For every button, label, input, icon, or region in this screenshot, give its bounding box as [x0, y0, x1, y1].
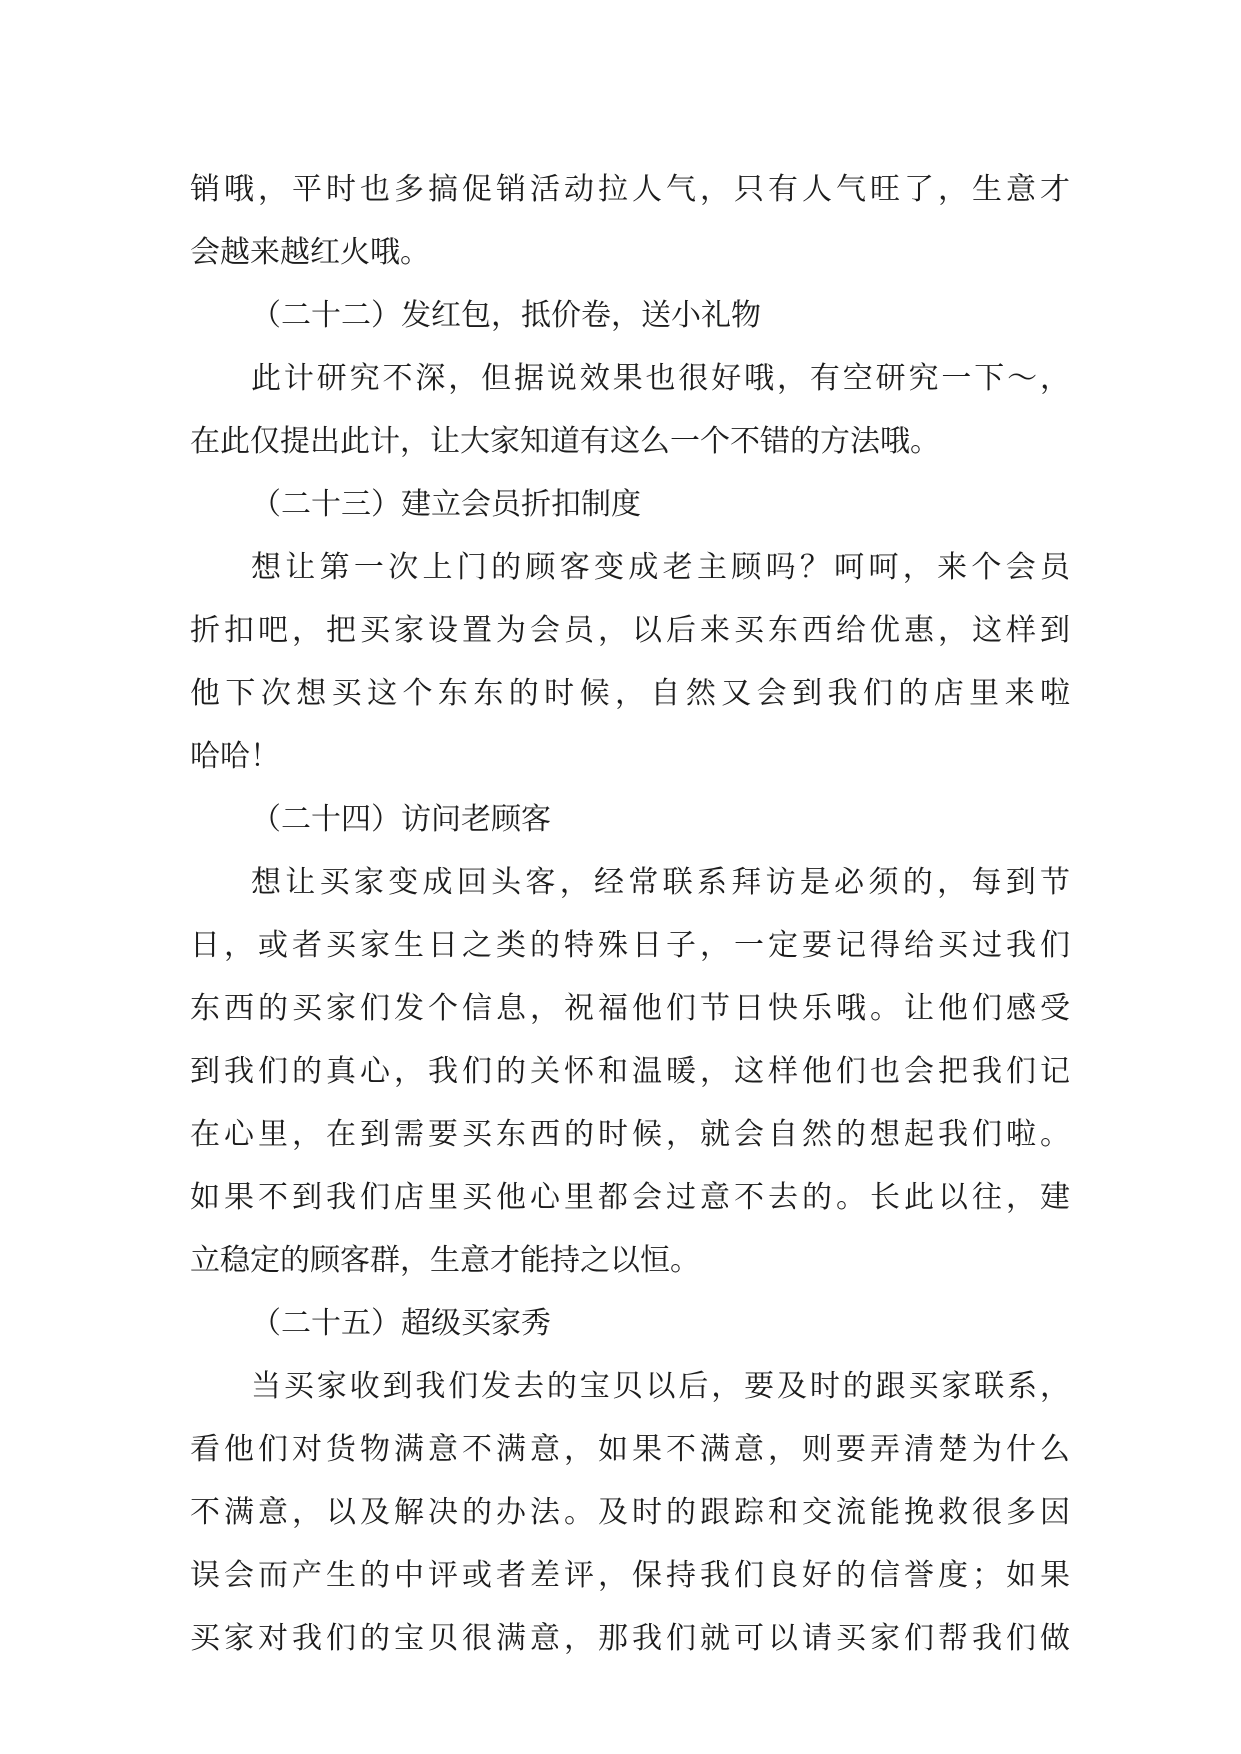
paragraph-line: 如果不到我们店里买他心里都会过意不去的。长此以往，建 — [190, 1180, 1070, 1215]
paragraph-line: 在此仅提出此计，让大家知道有这么一个不错的方法哦。 — [190, 424, 940, 459]
paragraph-line: 哈哈！ — [190, 739, 280, 774]
section-heading: （二十四）访问老顾客 — [251, 802, 551, 837]
paragraph-line: 当买家收到我们发去的宝贝以后，要及时的跟买家联系， — [251, 1369, 1070, 1404]
paragraph-line: 销哦，平时也多搞促销活动拉人气，只有人气旺了，生意才 — [190, 172, 1070, 207]
section-heading: （二十五）超级买家秀 — [251, 1306, 551, 1341]
paragraph-line: 此计研究不深，但据说效果也很好哦，有空研究一下～， — [251, 361, 1070, 396]
paragraph-line: 不满意，以及解决的办法。及时的跟踪和交流能挽救很多因 — [190, 1495, 1070, 1530]
paragraph-line: 误会而产生的中评或者差评，保持我们良好的信誉度；如果 — [190, 1558, 1070, 1593]
document-body — [190, 158, 1070, 1670]
paragraph-line: 日，或者买家生日之类的特殊日子，一定要记得给买过我们 — [190, 928, 1070, 963]
paragraph-line: 想让第一次上门的顾客变成老主顾吗？呵呵，来个会员 — [251, 550, 1070, 585]
paragraph-line: 立稳定的顾客群，生意才能持之以恒。 — [190, 1243, 700, 1278]
paragraph-line: 想让买家变成回头客，经常联系拜访是必须的，每到节 — [251, 865, 1070, 900]
section-heading: （二十三）建立会员折扣制度 — [251, 487, 641, 522]
paragraph-line: 折扣吧，把买家设置为会员，以后来买东西给优惠，这样到 — [190, 613, 1070, 648]
paragraph-line: 会越来越红火哦。 — [190, 235, 430, 270]
paragraph-line: 买家对我们的宝贝很满意，那我们就可以请买家们帮我们做 — [190, 1621, 1070, 1656]
paragraph-line: 到我们的真心，我们的关怀和温暖，这样他们也会把我们记 — [190, 1054, 1070, 1089]
paragraph-line: 他下次想买这个东东的时候，自然又会到我们的店里来啦 — [190, 676, 1070, 711]
paragraph-line: 看他们对货物满意不满意，如果不满意，则要弄清楚为什么 — [190, 1432, 1070, 1467]
section-heading: （二十二）发红包，抵价卷，送小礼物 — [251, 298, 761, 333]
paragraph-line: 东西的买家们发个信息，祝福他们节日快乐哦。让他们感受 — [190, 991, 1070, 1026]
paragraph-line: 在心里，在到需要买东西的时候，就会自然的想起我们啦。 — [190, 1117, 1070, 1152]
